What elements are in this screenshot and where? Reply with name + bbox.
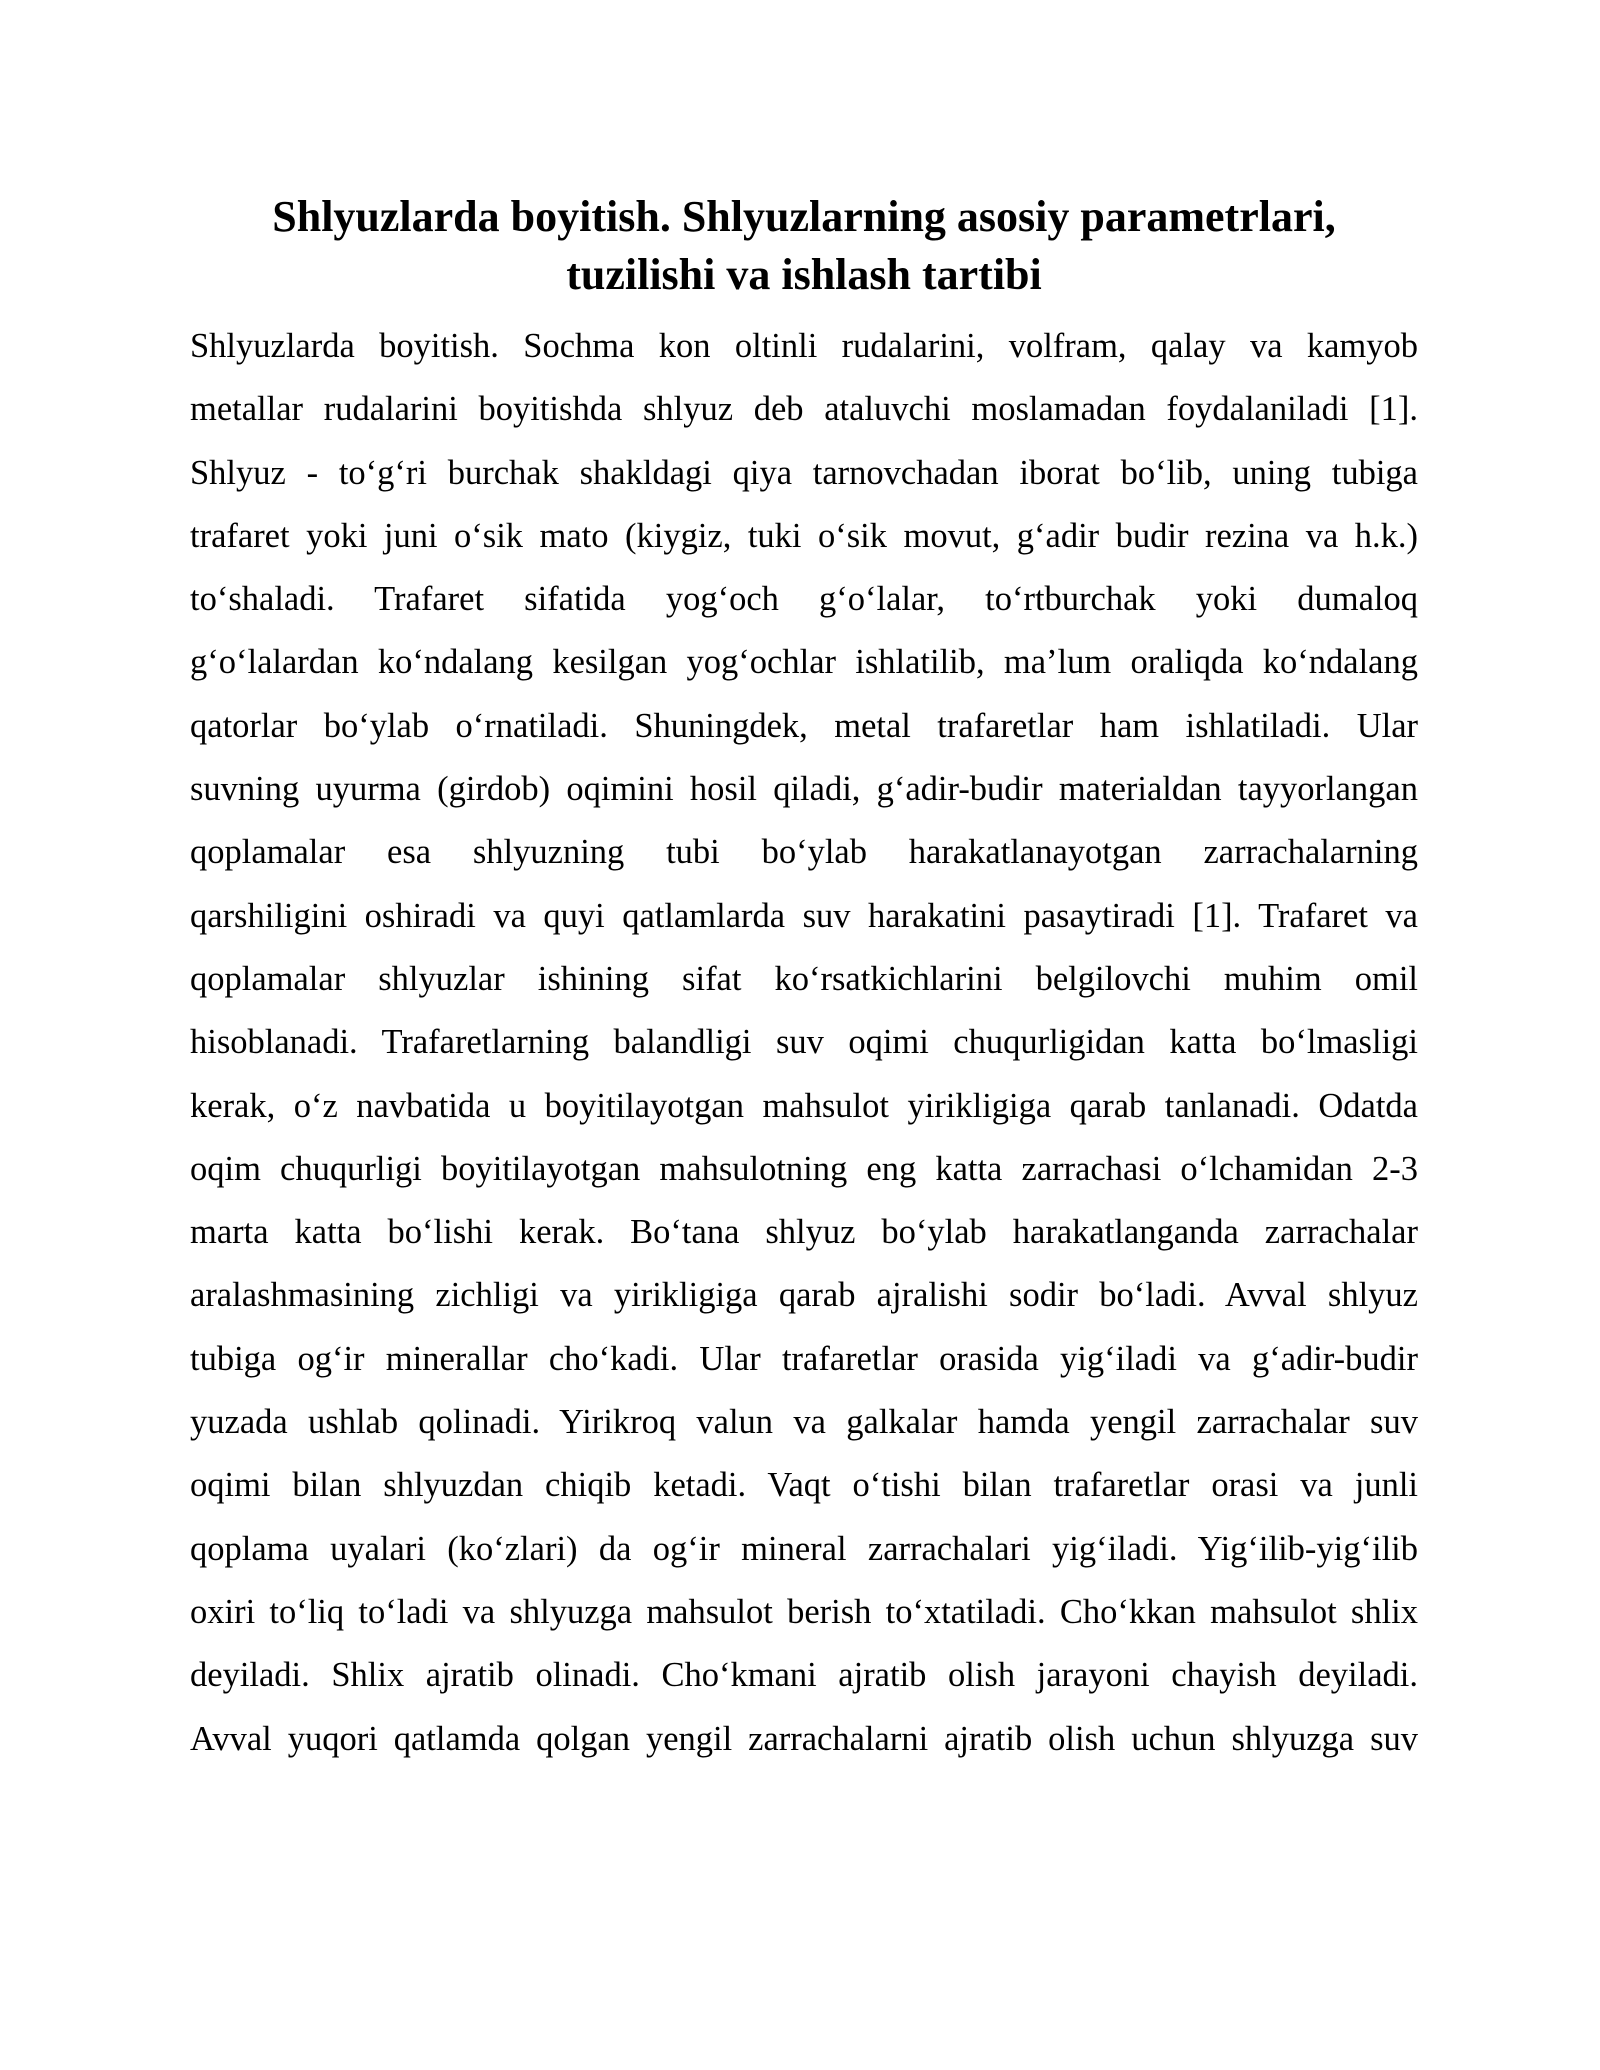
text-line: aralashmasining zichligi va yirikligiga qarab ajralishi sodir bo‘ladi. Avval shlyuz xyxy=(190,1276,1418,1315)
text-line: metallar rudalarini boyitishda shlyuz deb ataluvchi moslamadan foydalaniladi [1]. xyxy=(190,390,1418,429)
text-line: g‘o‘lalardan ko‘ndalang kesilgan yog‘ochlar ishlatilib, ma’lum oraliqda ko‘ndalang xyxy=(190,643,1418,682)
text-line: oqimi bilan shlyuzdan chiqib ketadi. Vaqt o‘tishi bilan trafaretlar orasi va junli xyxy=(190,1466,1418,1505)
text-line: Shlyuz - to‘g‘ri burchak shakldagi qiya tarnovchadan iborat bo‘lib, uning tubiga xyxy=(190,453,1418,492)
text-line: hisoblanadi. Trafaretlarning balandligi suv oqimi chuqurligidan katta bo‘lmasligi xyxy=(190,1023,1418,1062)
text-line: trafaret yoki juni o‘sik mato (kiygiz, tuki o‘sik movut, g‘adir budir rezina va h.k.) xyxy=(190,516,1418,555)
text-line: suvning uyurma (girdob) oqimini hosil qiladi, g‘adir-budir materialdan tayyorlangan xyxy=(190,770,1418,809)
text-line: marta katta bo‘lishi kerak. Bo‘tana shlyuz bo‘ylab harakatlanganda zarrachalar xyxy=(190,1213,1418,1252)
text-line: Avval yuqori qatlamda qolgan yengil zarrachalarni ajratib olish uchun shlyuzga suv xyxy=(190,1719,1418,1758)
text-line: deyiladi. Shlix ajratib olinadi. Cho‘kmani ajratib olish jarayoni chayish deyiladi. xyxy=(190,1656,1418,1695)
title-line: tuzilishi va ishlash tartibi xyxy=(566,250,1042,299)
text-line: qarshiligini oshiradi va quyi qatlamlarda suv harakatini pasaytiradi [1]. Trafaret va xyxy=(190,896,1418,935)
text-line: yuzada ushlab qolinadi. Yirikroq valun va galkalar hamda yengil zarrachalar suv xyxy=(190,1403,1418,1442)
document-title xyxy=(190,188,1418,304)
text-line: to‘shaladi. Trafaret sifatida yog‘och g‘o‘lalar, to‘rtburchak yoki dumaloq xyxy=(190,580,1418,619)
text-line: oqim chuqurligi boyitilayotgan mahsulotning eng katta zarrachasi o‘lchamidan 2-3 xyxy=(190,1149,1418,1188)
text-line: qatorlar bo‘ylab o‘rnatiladi. Shuningdek, metal trafaretlar ham ishlatiladi. Ular xyxy=(190,706,1418,745)
body-paragraph xyxy=(190,315,1418,1771)
text-line: kerak, o‘z navbatida u boyitilayotgan mahsulot yirikligiga qarab tanlanadi. Odatda xyxy=(190,1086,1418,1125)
title-line: Shlyuzlarda boyitish. Shlyuzlarning asosiy parametrlari, xyxy=(272,192,1336,241)
text-line: qoplamalar esa shlyuzning tubi bo‘ylab harakatlanayotgan zarrachalarning xyxy=(190,833,1418,872)
text-line: tubiga og‘ir minerallar cho‘kadi. Ular trafaretlar orasida yig‘iladi va g‘adir-budir xyxy=(190,1339,1418,1378)
text-line: qoplamalar shlyuzlar ishining sifat ko‘rsatkichlarini belgilovchi muhim omil xyxy=(190,959,1418,998)
text-line: Shlyuzlarda boyitish. Sochma kon oltinli rudalarini, volfram, qalay va kamyob xyxy=(190,327,1418,365)
text-line: oxiri to‘liq to‘ladi va shlyuzga mahsulot berish to‘xtatiladi. Cho‘kkan mahsulot shlix xyxy=(190,1592,1418,1631)
text-line: qoplama uyalari (ko‘zlari) da og‘ir mineral zarrachalari yig‘iladi. Yig‘ilib-yig‘ilib xyxy=(190,1529,1418,1568)
